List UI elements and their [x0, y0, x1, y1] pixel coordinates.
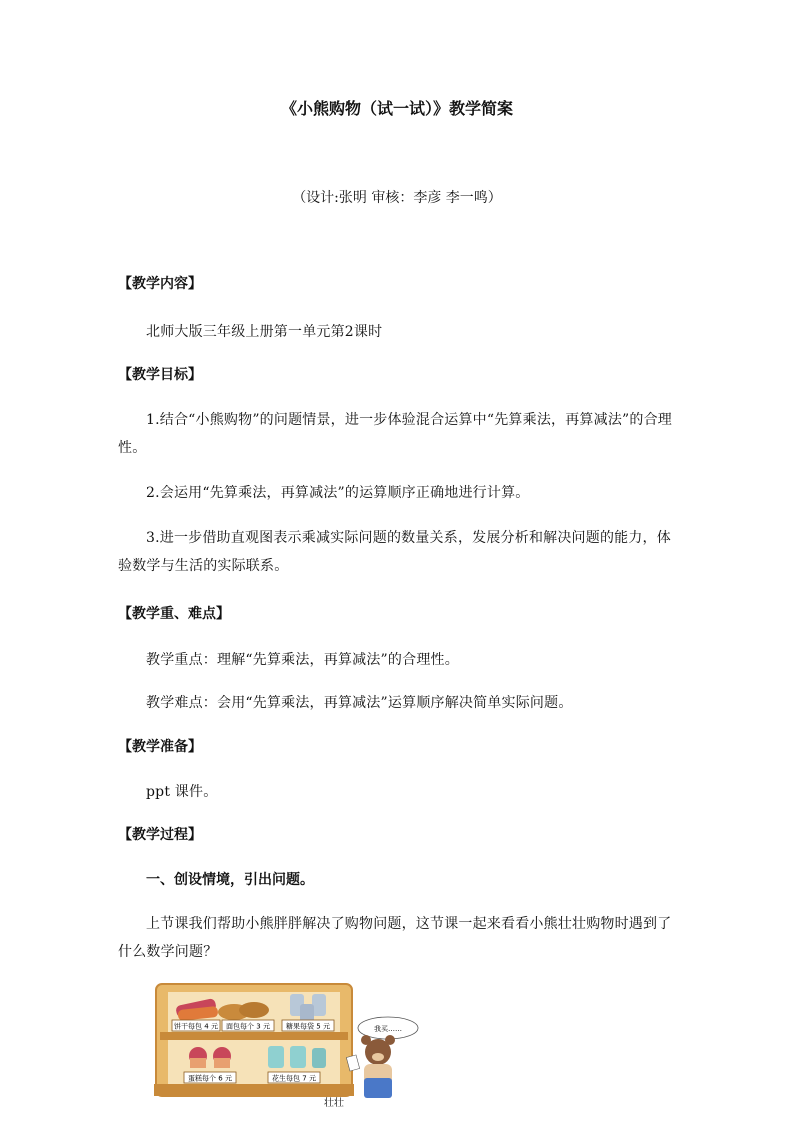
process-step1-title: 一、创设情境，引出问题。: [146, 872, 314, 888]
cake-base: [214, 1058, 230, 1068]
goal-item-2: 2.会运用“先算乘法，再算减法”的运算顺序正确地进行计算。: [146, 485, 530, 501]
peanut-bag-icon: [290, 1046, 306, 1068]
content-text: 北师大版三年级上册第一单元第2课时: [146, 324, 383, 340]
candy-bag-icon: [312, 994, 326, 1016]
shop-shelf-illustration: [150, 980, 420, 1110]
bear-head-icon: [365, 1039, 391, 1065]
shelf-board: [160, 1032, 348, 1040]
process-step1-text: 上节课我们帮助小熊胖胖解决了购物问题，这节课一起来看看小熊壮壮购物时遇到了什么数学问题？: [118, 916, 672, 960]
heading-key-points: 【教学重、难点】: [118, 606, 230, 622]
goal-item-1: 1.结合“小熊购物”的问题情景，进一步体验混合运算中“先算乘法，再算减法”的合理性。: [118, 412, 672, 456]
bread-price-label: 面包每个 3 元: [226, 1022, 270, 1031]
heading-content: 【教学内容】: [118, 276, 202, 292]
doc-title: 《小熊购物（试一试）》教学简案: [280, 99, 513, 118]
peanut-bag-icon: [312, 1048, 326, 1068]
heading-prep: 【教学准备】: [118, 739, 202, 755]
speech-text: 我买……: [374, 1025, 402, 1033]
biscuit-price-label: 饼干每包 4 元: [174, 1022, 218, 1031]
bread-icon: [239, 1002, 269, 1018]
peanut-bag-icon: [268, 1046, 284, 1068]
bear-name-caption: 壮壮: [324, 1098, 344, 1109]
bear-muzzle: [372, 1053, 384, 1061]
bear-pants: [364, 1078, 392, 1098]
heading-goals: 【教学目标】: [118, 367, 202, 383]
key-difficulty: 教学难点：会用“先算乘法，再算减法”运算顺序解决简单实际问题。: [146, 695, 573, 711]
key-focus: 教学重点：理解“先算乘法，再算减法”的合理性。: [146, 652, 459, 668]
doc-byline: （设计:张明 审核：李彦 李一鸣）: [292, 190, 502, 206]
heading-process: 【教学过程】: [118, 827, 202, 843]
goal-item-3: 3.进一步借助直观图表示乘减实际问题的数量关系，发展分析和解决问题的能力，体验数学与生活的实际联系。: [118, 530, 671, 574]
candy-price-label: 糖果每袋 5 元: [286, 1022, 330, 1031]
cake-price-label: 蛋糕每个 6 元: [188, 1074, 232, 1083]
peanut-price-label: 花生每包 7 元: [272, 1074, 316, 1083]
prep-text: ppt 课件。: [146, 784, 218, 800]
cake-base: [190, 1058, 206, 1068]
